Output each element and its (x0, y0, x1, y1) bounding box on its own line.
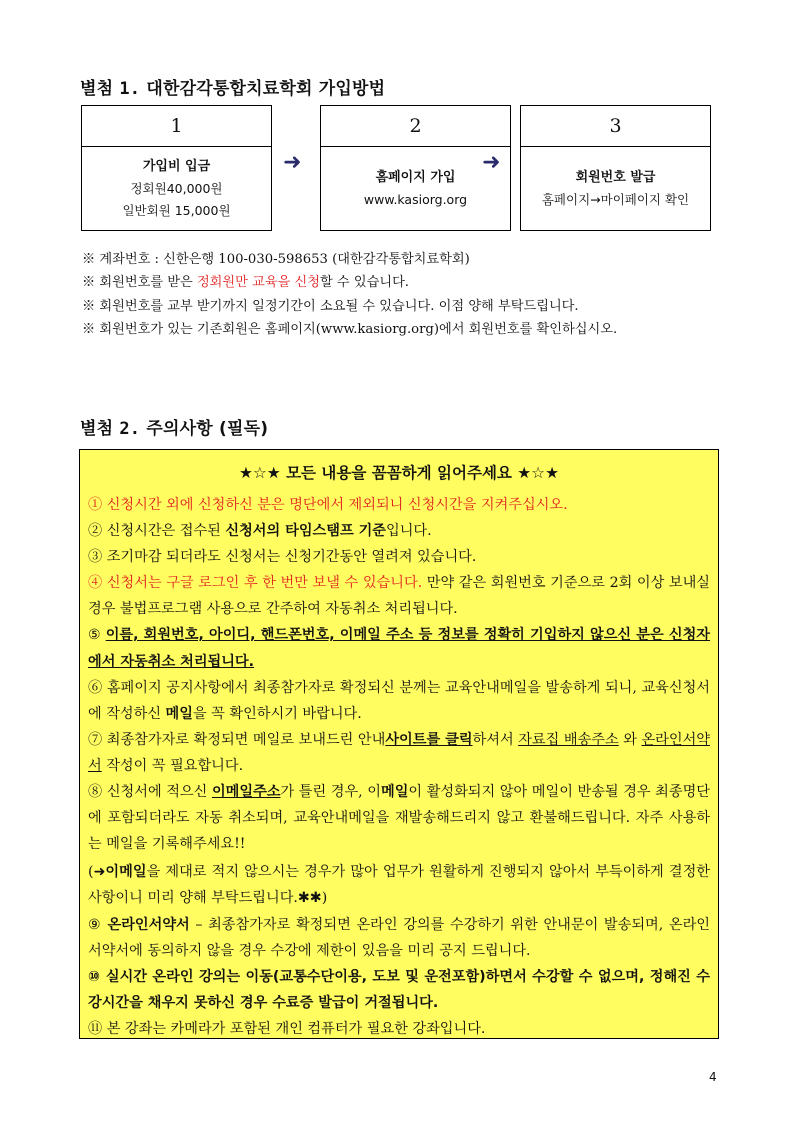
caution-item-7: ⑦ 최종참가자로 확정되면 메일로 보내드린 안내사이트를 클릭하셔서 자료집 배송주소 와 온라인서약서 작성이 꼭 필요합니다. (88, 731, 710, 774)
section2-prefix: 별첨 (80, 419, 120, 439)
membership-notes (82, 248, 617, 342)
section1-title: 대한감각통합치료학회 가입방법 (140, 79, 386, 99)
section1-heading (80, 74, 385, 99)
section2-number: 2. (119, 419, 141, 439)
caution-item-9: ⑨ 온라인서약서 – 최종참가자로 확정되면 온라인 강의를 수강하기 위한 안내문이 발송되며, 온라인 서약서에 동의하지 않을 경우 수강에 제한이 있음을 미리 공지 드립니다. (88, 916, 710, 959)
asterisk-icon: ✱✱ (297, 890, 322, 907)
note-member-only: ※ 회원번호를 받은 정회원만 교육을 신청할 수 있습니다. (82, 275, 409, 291)
step-1-title: 가입비 입금 (142, 159, 211, 174)
caution-item-8: ⑧ 신청서에 적으신 이메일주소가 틀린 경우, 이메일이 활성화되지 않아 메일이 반송될 경우 최종명단에 포함되더라도 자동 취소되며, 교육안내메일을 재발송해드리지 않고 환불해드립니다. 자주 사용하는 메일을 기록해주세요!! (88, 784, 711, 853)
caution-item-6: ⑥ 홈페이지 공지사항에서 최종참가자로 확정되신 분께는 교육안내메일을 발송하게 되니, 교육신청서에 작성하신 메일을 꼭 확인하시기 바랍니다. (88, 679, 710, 722)
caution-item-10: ⑩ 실시간 온라인 강의는 이동(교통수단이용, 도보 및 운전포함)하면서 수강할 수 없으며, 정해진 수강시간을 채우지 못하신 경우 수료증 발급이 거절됩니다. (88, 968, 710, 1011)
step-1-number: 1 (82, 106, 271, 147)
arrow-right-icon: ➜ (482, 150, 501, 175)
note-member-only-highlight: 정회원만 교육을 신청 (196, 275, 320, 291)
step-3-number: 3 (521, 106, 710, 147)
caution-item-2: ② 신청시간은 접수된 신청서의 타임스탬프 기준입니다. (88, 523, 432, 540)
caution-title: ★☆★ 모든 내용을 꼼꼼하게 읽어주세요 ★☆★ (239, 464, 559, 482)
note-account: ※ 계좌번호 : 신한은행 100-030-598653 (대한감각통합치료학회) (82, 252, 470, 267)
page-number: 4 (709, 1070, 717, 1084)
caution-box (79, 449, 719, 1039)
arrow-right-icon: ➜ (283, 150, 302, 175)
step-2-title: 홈페이지 가입 (375, 170, 456, 185)
section2-heading (80, 414, 268, 439)
caution-item-8-note: (➜이메일을 제대로 적지 않으시는 경우가 많아 업무가 원활하게 진행되지 않아서 부득이하게 결정한 사항이니 미리 양해 부탁드립니다.✱✱) (88, 864, 710, 907)
section1-prefix: 별첨 (80, 79, 120, 99)
step-3-title: 회원번호 발급 (575, 170, 656, 185)
step-3-path: 홈페이지→마이페이지 확인 (541, 192, 690, 207)
step-1-general-fee: 일반회원 15,000원 (122, 203, 231, 218)
step-2-url: www.kasiorg.org (363, 192, 468, 207)
step-3-box (520, 105, 711, 231)
note-issue-period: ※ 회원번호를 교부 받기까지 일정기간이 소요될 수 있습니다. 이점 양해 부탁드립니다. (82, 298, 579, 314)
note-existing-members: ※ 회원번호가 있는 기존회원은 홈페이지(www.kasiorg.org)에서 회원번호를 확인하십시오. (82, 322, 618, 338)
caution-item-1: ① 신청시간 외에 신청하신 분은 명단에서 제외되니 신청시간을 지켜주십시오. (88, 497, 568, 513)
step-1-box (81, 105, 272, 231)
section1-number: 1. (119, 79, 141, 99)
step-2-number: 2 (321, 106, 510, 147)
caution-item-11: ⑪ 본 강좌는 카메라가 포함된 개인 컴퓨터가 필요한 강좌입니다. (88, 1020, 486, 1037)
step-1-regular-fee: 정회원40,000원 (130, 181, 223, 196)
section2-title: 주의사항 (필독) (140, 419, 269, 439)
caution-item-3: ③ 조기마감 되더라도 신청서는 신청기간동안 열려져 있습니다. (88, 549, 477, 566)
caution-item-5: ⑤ 이름, 회원번호, 아이디, 핸드폰번호, 이메일 주소 등 정보를 정확히 기입하지 않으신 분은 신청자에서 자동취소 처리됩니다. (88, 627, 710, 670)
caution-item-4: ④ 신청서는 구글 로그인 후 한 번만 보낼 수 있습니다. 만약 같은 회원번호 기준으로 2회 이상 보내실 경우 불법프로그램 사용으로 간주하여 자동취소 처리됩니다. (88, 575, 711, 618)
